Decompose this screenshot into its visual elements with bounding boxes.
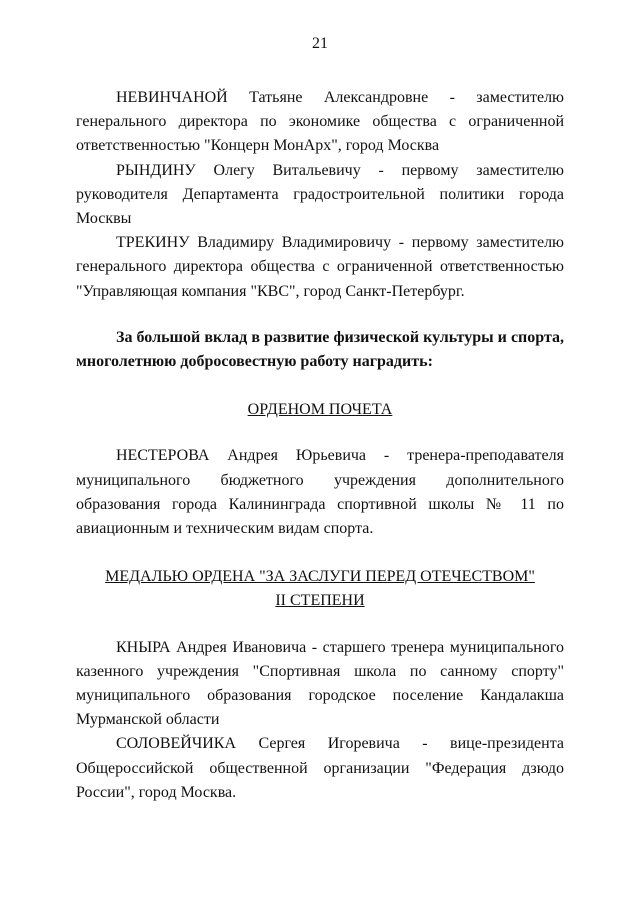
recipient-paragraph-trekin: ТРЕКИНУ Владимиру Владимировичу - первому заместителю генерального директора общества с ограниченной ответственностью "Управляющая компания "КВС", город Санкт-Петербург. — [76, 234, 564, 300]
recipient-paragraph-soloveychik: СОЛОВЕЙЧИКА Сергея Игоревича - вице-президента Общероссийской общественной организации "Федерация дзюдо России", город Москва. — [76, 735, 564, 801]
document-body — [76, 86, 564, 805]
medal-heading-line1: МЕДАЛЬЮ ОРДЕНА "ЗА ЗАСЛУГИ ПЕРЕД ОТЕЧЕСТВОМ" — [105, 568, 535, 586]
medal-heading-line2: II СТЕПЕНИ — [275, 592, 365, 610]
recipient-paragraph-nesterov: НЕСТЕРОВА Андрея Юрьевича - тренера-преподавателя муниципального бюджетного учреждения дополнительного образования города Калининграда спортивной школы № 11 по авиационным и техническим видам спорта. — [76, 447, 564, 538]
recipient-paragraph-ryndin: РЫНДИНУ Олегу Витальевичу - первому заместителю руководителя Департамента градостроительной политики города Москвы — [76, 161, 564, 228]
recipient-paragraph-nevinchanaya: НЕВИНЧАНОЙ Татьяне Александровне - заместителю генерального директора по экономике общества с ограниченной ответственностью "Концерн МонАрх", город Москва — [76, 89, 564, 155]
recipient-paragraph-knyr: КНЫРА Андрея Ивановича - старшего тренера муниципального казенного учреждения "Спортивная школа по санному спорту" муниципального образования городское поселение Кандалакша Мурманской области — [76, 638, 564, 729]
page-number: 21 — [312, 35, 328, 52]
order-heading: ОРДЕНОМ ПОЧЕТА — [247, 401, 393, 419]
award-intro: За большой вклад в развитие физической культуры и спорта, многолетнюю добросовестную работу наградить: — [76, 328, 564, 371]
